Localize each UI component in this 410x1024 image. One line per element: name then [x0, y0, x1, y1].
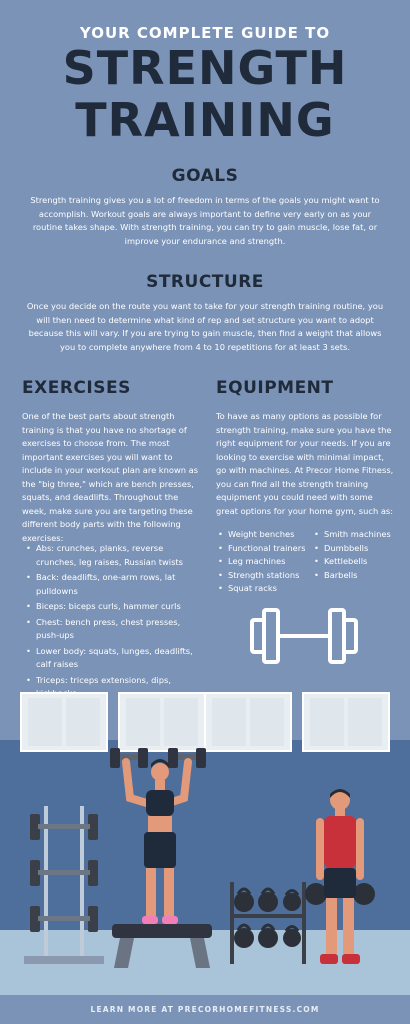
exercises-title: EXERCISES [22, 378, 131, 398]
dumbbell-icon [248, 606, 360, 666]
equipment-list-right [314, 528, 404, 582]
equipment-title: EQUIPMENT [216, 378, 334, 398]
list-item: • Abs: crunches, planks, reverse crunches, leg raises, Russian twists [26, 542, 202, 569]
exercises-list [26, 542, 202, 701]
list-item: • Triceps: triceps extensions, dips, [26, 674, 202, 701]
list-item: • Back: deadlifts, one-arm rows, lat pulldowns [26, 571, 202, 598]
title-line-2: TRAINING [75, 93, 335, 147]
list-item: • Smith machines [314, 528, 404, 542]
goals-text: Strength training gives you a lot of freedom in terms of the goals you might want to accomplish. Workout goals are always important to define very early on as your routine takes shape. With strength training, you can try to gain muscle, lose fat, or improve your endurance and strength. [30, 195, 380, 246]
list-item: • Biceps: biceps curls, hammer curls [26, 600, 202, 614]
footer-link[interactable]: LEARN MORE AT PRECORHOMEFITNESS.COM [0, 995, 410, 1024]
list-item: • Lower body: squats, lunges, deadlifts, calf raises [26, 645, 202, 672]
woman-lifting-figure [106, 742, 226, 968]
list-item: • Weight benches [218, 528, 318, 542]
list-item: • Chest: bench press, chest presses, push-ups [26, 616, 202, 643]
window [20, 692, 108, 752]
kicker-text: YOUR COMPLETE GUIDE TO [79, 24, 331, 42]
window [302, 692, 390, 752]
list-item: • Strength stations [218, 569, 318, 583]
kettlebell-rack [226, 880, 310, 964]
man-figure [304, 786, 384, 976]
equipment-text: To have as many options as possible for strength training, make sure you have the right equipment for your needs. If you are looking to exercise with minimal impact, go with machines. At Precor Home Fitness, you can find all the strength training equipment you could need with some great options for your home gym, such as: [216, 411, 394, 516]
equipment-list-left [218, 528, 318, 596]
list-item: • Squat racks [218, 582, 318, 596]
list-item: • Barbells [314, 569, 404, 583]
list-item: • Leg machines [218, 555, 318, 569]
title-line-1: STRENGTH [62, 41, 348, 95]
exercises-text: One of the best parts about strength training is that you have no shortage of exercises to choose from. The most important exercises you will want to include in your workout plan are known as the "big three," which are bench presses, squats, and deadlifts. Throughout the week, make sure you are targeting these different body parts with the following exercises: [22, 411, 199, 543]
dumbbell-rack [24, 806, 104, 966]
structure-text: Once you decide on the route you want to take for your strength training routine, you will then need to determine what kind of rep and set structure you want to adopt because this will vary. If you are trying to gain muscle, then find a weight that allows you to complete anywhere from 4 to 10 repetitions for at least 3 sets. [26, 301, 384, 352]
list-item: • Kettlebells [314, 555, 404, 569]
list-item: • Functional trainers [218, 542, 318, 556]
structure-title: STRUCTURE [146, 272, 264, 292]
goals-title: GOALS [171, 166, 239, 186]
list-item: • Dumbbells [314, 542, 404, 556]
